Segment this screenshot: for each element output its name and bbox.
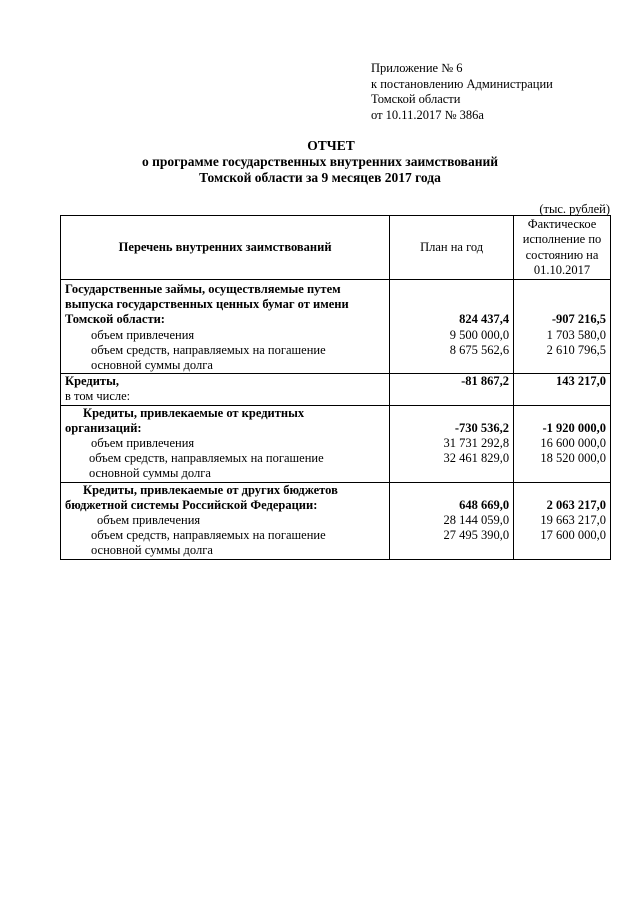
label-line: Государственные займы, осуществляемые путем [65, 282, 341, 296]
appendix-line: Приложение № 6 [371, 61, 463, 75]
label-line: основной суммы долга [89, 466, 211, 481]
label-line: объем средств, направляемых на погашение [89, 451, 324, 466]
header-list: Перечень внутренних заимствований [61, 216, 390, 280]
row-fact: 143 217,0 [514, 374, 611, 390]
table-row [61, 405, 611, 421]
table-row [61, 374, 611, 390]
appendix-line: к постановлению Администрации [371, 76, 553, 91]
row-fact [514, 482, 611, 498]
row-plan: 31 731 292,8 [390, 436, 514, 451]
row-fact [514, 405, 611, 421]
units-note: (тыс. рублей) [539, 202, 610, 216]
row-plan: -81 867,2 [390, 374, 514, 390]
row-fact [514, 389, 611, 405]
row-label: Кредиты, [61, 374, 390, 390]
label-line: основной суммы долга [91, 543, 213, 558]
table-row [61, 280, 611, 313]
row-label [61, 451, 390, 482]
row-fact [514, 280, 611, 313]
row-label: Кредиты, привлекаемые от других бюджетов [61, 482, 390, 498]
table-header-row [61, 216, 611, 280]
label-line: объем средств, направляемых на погашение [91, 528, 326, 543]
report-title [0, 138, 640, 186]
header-fact-line: состоянию на [525, 247, 599, 262]
row-plan: 32 461 829,0 [390, 451, 514, 482]
table-row [61, 451, 611, 482]
table-row [61, 482, 611, 498]
row-plan [390, 405, 514, 421]
row-label: объем привлечения [61, 436, 390, 451]
row-fact: 19 663 217,0 [514, 513, 611, 528]
row-plan: 27 495 390,0 [390, 528, 514, 559]
table-row [61, 436, 611, 451]
row-plan [390, 389, 514, 405]
table-row [61, 328, 611, 343]
row-label: Томской области: [61, 312, 390, 327]
row-fact: 2 610 796,5 [514, 343, 611, 374]
header-fact-line: исполнение по [522, 232, 602, 247]
row-plan [390, 280, 514, 313]
table-row [61, 343, 611, 374]
table-row [61, 389, 611, 405]
header-fact [514, 216, 611, 280]
row-label: бюджетной системы Российской Федерации: [61, 498, 390, 513]
row-plan [390, 482, 514, 498]
row-plan: 824 437,4 [390, 312, 514, 327]
title-line: Томской области за 9 месяцев 2017 года [199, 170, 441, 185]
row-plan: 9 500 000,0 [390, 328, 514, 343]
row-label: в том числе: [61, 389, 390, 405]
table-row [61, 498, 611, 513]
row-label: объем привлечения [61, 328, 390, 343]
row-label [61, 280, 390, 313]
row-label [61, 528, 390, 559]
row-plan: 8 675 562,6 [390, 343, 514, 374]
title-line: о программе государственных внутренних заимствований [141, 154, 499, 169]
row-label [61, 343, 390, 374]
row-fact: -1 920 000,0 [514, 421, 611, 436]
row-fact: 16 600 000,0 [514, 436, 611, 451]
row-fact: 17 600 000,0 [514, 528, 611, 559]
table-row [61, 421, 611, 436]
header-fact-line: Фактическое [527, 217, 597, 232]
header-plan: План на год [390, 216, 514, 280]
row-label: объем привлечения [61, 513, 390, 528]
header-fact-line: 01.10.2017 [533, 262, 591, 277]
row-fact: 18 520 000,0 [514, 451, 611, 482]
label-line: объем средств, направляемых на погашение [91, 342, 326, 357]
title-line: ОТЧЕТ [307, 138, 355, 153]
row-fact: -907 216,5 [514, 312, 611, 327]
appendix-line: Томской области [371, 92, 461, 106]
row-label: организаций: [61, 421, 390, 436]
appendix-note [371, 61, 553, 123]
label-line: выпуска государственных ценных бумаг от имени [65, 297, 349, 312]
row-label: Кредиты, привлекаемые от кредитных [61, 405, 390, 421]
row-plan: -730 536,2 [390, 421, 514, 436]
label-line: основной суммы долга [91, 358, 213, 373]
row-fact: 2 063 217,0 [514, 498, 611, 513]
appendix-line: от 10.11.2017 № 386а [371, 107, 484, 122]
row-plan: 28 144 059,0 [390, 513, 514, 528]
row-fact: 1 703 580,0 [514, 328, 611, 343]
table-row [61, 312, 611, 327]
table-row [61, 528, 611, 559]
table-row [61, 513, 611, 528]
row-plan: 648 669,0 [390, 498, 514, 513]
borrowing-table [60, 215, 611, 560]
